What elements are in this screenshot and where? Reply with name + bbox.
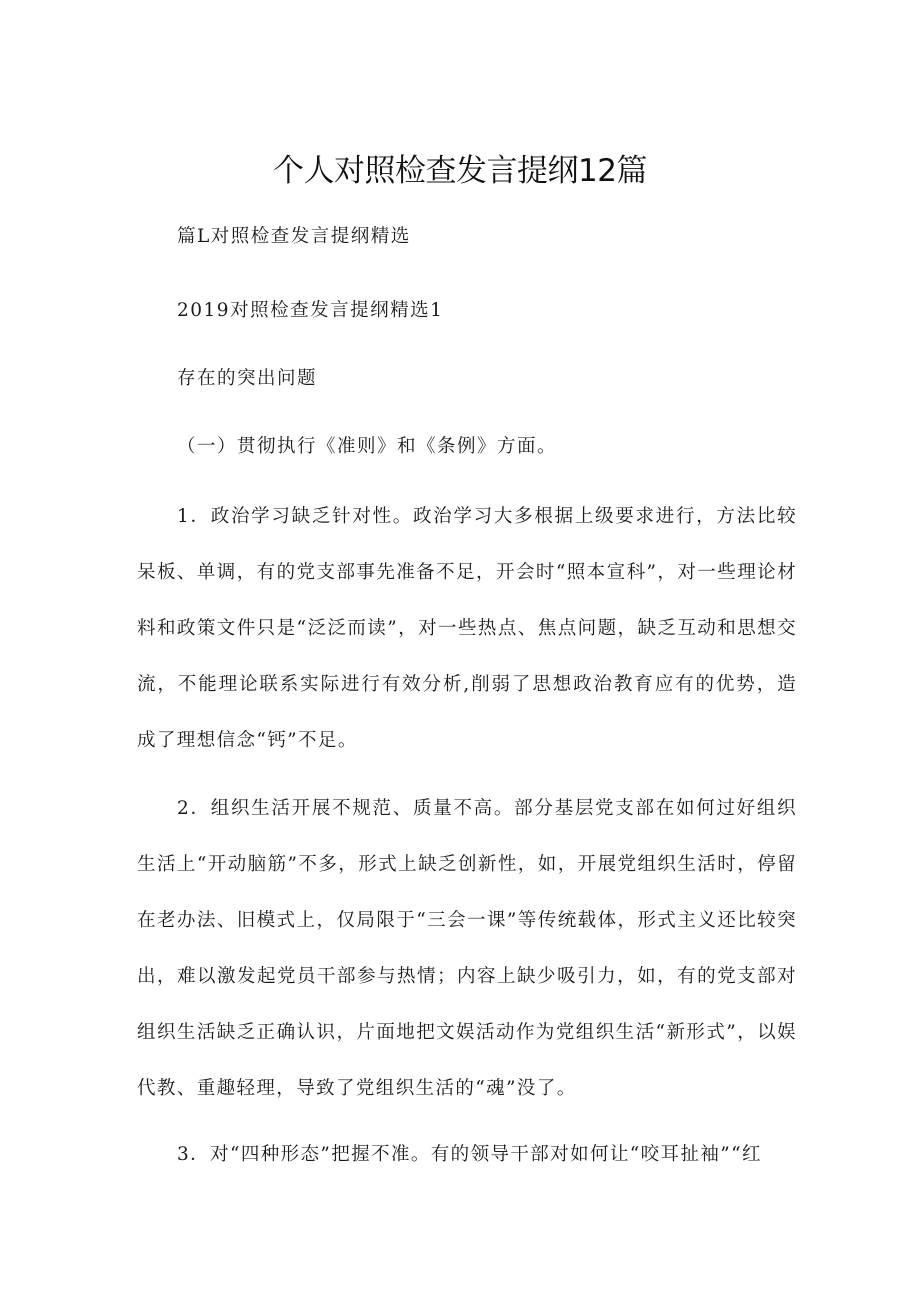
subsection-heading: 2019对照检查发言提纲精选1 (177, 300, 444, 321)
document-title: 个人对照检查发言提纲12篇 (273, 153, 647, 189)
paragraph-1: 1．政治学习缺乏针对性。政治学习大多根据上级要求进行，方法比较呆板、单调，有的党支部事先准备不足，开会时“照本宣科”，对一些理论材料和政策文件只是“泛泛而读”，对一些热点、焦点问题，缺乏互动和思想交流，不能理论联系实际进行有效分析,削弱了思想政治教育应有的优势，造成了理想信念“钙”不足。 (137, 506, 797, 751)
section-heading: 篇L对照检查发言提纲精选 (177, 226, 411, 247)
paragraph-2: 2．组织生活开展不规范、质量不高。部分基层党支部在如何过好组织生活上“开动脑筋”不多，形式上缺乏创新性，如，开展党组织生活时，停留在老办法、旧模式上，仅局限于“三会一课”等传统载体，形式主义还比较突出，难以激发起党员干部参与热情；内容上缺少吸引力，如，有的党支部对组织生活缺乏正确认识，片面地把文娱活动作为党组织生活“新形式”，以娱代教、重趣轻理，导致了党组织生活的“魂”没了。 (137, 798, 797, 1099)
topic-heading: 存在的突出问题 (177, 368, 318, 389)
paragraph-3: 3．对“四种形态”把握不准。有的领导干部对如何让“咬耳扯袖”“红 (177, 1144, 762, 1165)
category-heading: （一）贯彻执行《准则》和《条例》方面。 (177, 436, 558, 457)
